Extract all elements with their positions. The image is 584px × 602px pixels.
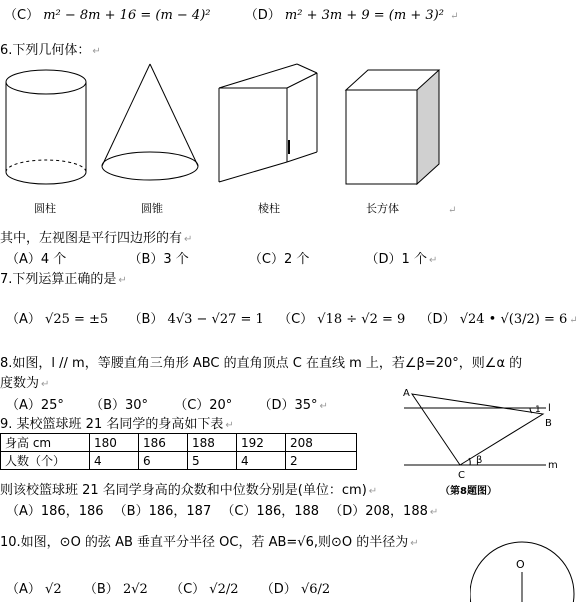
q6-options [6, 248, 437, 267]
q10-option-d-label: （D） [260, 582, 297, 597]
q9-option-b: （B）186，187 [113, 504, 212, 519]
table-cell: 5 [188, 452, 237, 470]
q8-triangle-figure [398, 384, 568, 502]
q6-option-b: （B）3 个 [128, 252, 189, 267]
q7-option-c: √18 ÷ √2 = 9 [317, 312, 406, 327]
q7-option-a: √25 = ±5 [45, 312, 109, 327]
row-label-count: 人数（个） [1, 452, 90, 470]
q10-option-c: √2/2 [209, 582, 239, 597]
q6-stem-text: 6.下列几何体： [0, 43, 91, 58]
paragraph-mark: ↵ [450, 11, 459, 22]
paragraph-mark: ↵ [410, 538, 419, 549]
table-cell: 4 [237, 452, 286, 470]
q7-option-d-label: （D） [419, 312, 456, 327]
table-cell: 4 [90, 452, 139, 470]
paragraph-mark: ↵ [428, 255, 438, 266]
q8-option-d: （D）35° [258, 398, 318, 413]
point-b-label: B [545, 418, 552, 429]
q5-option-d-expr: m² + 3m + 9 = (m + 3)² [284, 8, 444, 23]
q6-question [0, 227, 192, 246]
q6-option-c: （C）2 个 [248, 252, 310, 267]
cone-shape [102, 64, 198, 180]
paragraph-mark: ↵ [41, 379, 50, 390]
q10-option-b: 2√2 [122, 582, 148, 597]
q10-option-d: √6/2 [300, 582, 331, 597]
q7-option-b: 4√3 − √27 = 1 [167, 312, 264, 327]
shape-label-cuboid: 长方体 [366, 202, 399, 215]
q9-question [0, 479, 377, 498]
q9-options [6, 500, 438, 519]
point-c-label: C [458, 470, 465, 481]
paragraph-mark: ↵ [319, 401, 328, 412]
q10-option-a-label: （A） [6, 582, 41, 597]
paragraph-mark: ↵ [118, 275, 127, 286]
center-o-label: O [516, 558, 525, 571]
table-cell: 208 [286, 434, 357, 452]
paragraph-mark: ↵ [429, 507, 439, 518]
q8-stem-line1: 8.如图，l // m，等腰直角三角形 ABC 的直角顶点 C 在直线 m 上，若∠β=20°，则∠α 的 [0, 356, 523, 371]
q6-stem [0, 39, 101, 58]
paragraph-mark: ↵ [569, 315, 578, 326]
q10-options [6, 578, 330, 597]
q9-stem-text: 9. 某校篮球班 21 名同学的身高如下表 [0, 417, 224, 432]
prism-shape [219, 64, 317, 182]
q10-option-c-label: （C） [170, 582, 206, 597]
paragraph-mark: ↵ [225, 420, 234, 431]
q9-question-text: 则该校篮球班 21 名同学身高的众数和中位数分别是(单位：cm) [0, 483, 367, 498]
q7-option-d: √24 • √(3/2) = 6 [459, 312, 568, 327]
paragraph-mark: ↵ [448, 205, 457, 216]
cylinder-shape [6, 70, 86, 184]
q8-option-a: （A）25° [6, 398, 64, 413]
q8-stem-line2 [0, 372, 49, 391]
paragraph-mark: ↵ [92, 46, 101, 57]
q10-circle-figure [470, 512, 584, 602]
q6-option-a: （A）4 个 [6, 252, 67, 267]
q7-options [6, 308, 578, 327]
shape-label-cylinder: 圆柱 [34, 202, 56, 215]
q7-option-b-label: （B） [128, 312, 164, 327]
q5-options-line [4, 4, 458, 23]
shape-label-prism: 棱柱 [258, 202, 280, 215]
q9-option-d: （D）208，188 [329, 504, 428, 519]
q7-stem-text: 7.下列运算正确的是 [0, 272, 117, 287]
q10-option-a: √2 [45, 582, 62, 597]
q10-stem-text: 10.如图，⊙O 的弦 AB 垂直平分半径 OC，若 AB=√6,则⊙O 的半径为 [0, 535, 409, 550]
table-cell: 186 [139, 434, 188, 452]
table-row [1, 434, 357, 452]
cuboid-shape [346, 70, 439, 184]
q5-option-c-label: （C） [4, 8, 40, 23]
table-row [1, 452, 357, 470]
shape-label-cone: 圆锥 [141, 202, 163, 215]
q5-option-d-label: （D） [244, 8, 281, 23]
q9-option-a: （A）186，186 [6, 504, 104, 519]
q10-option-b-label: （B） [83, 582, 119, 597]
q9-stem [0, 413, 234, 432]
angle-1-label: 1 [535, 405, 541, 415]
table-cell: 6 [139, 452, 188, 470]
q9-option-c: （C）186，188 [221, 504, 320, 519]
line-l-label: l [548, 403, 551, 414]
point-a-label: A [403, 388, 410, 399]
paragraph-mark: ↵ [368, 486, 378, 497]
table-cell: 188 [188, 434, 237, 452]
figure-caption: （第8题图） [440, 486, 497, 497]
table-cell: 2 [286, 452, 357, 470]
height-table [0, 433, 357, 470]
row-label-height: 身高 cm [1, 434, 90, 452]
q5-option-c-expr: m² − 8m + 16 = (m − 4)² [43, 8, 211, 23]
q6-option-d: （D）1 个 [365, 252, 427, 267]
line-m-label: m [548, 460, 558, 471]
q8-stem-line2-text: 度数为 [0, 376, 40, 391]
q10-stem [0, 531, 419, 550]
q7-option-c-label: （C） [278, 312, 314, 327]
q8-option-b: （B）30° [90, 398, 149, 413]
q8-option-c: （C）20° [174, 398, 233, 413]
q7-stem [0, 268, 127, 287]
q8-options [6, 394, 328, 413]
paragraph-mark: ↵ [184, 234, 193, 245]
table-cell: 180 [90, 434, 139, 452]
angle-beta-label: β [476, 455, 483, 466]
q6-solids-figure [0, 60, 450, 194]
q6-question-text: 其中，左视图是平行四边形的有 [0, 231, 183, 246]
q7-option-a-label: （A） [6, 312, 41, 327]
table-cell: 192 [237, 434, 286, 452]
